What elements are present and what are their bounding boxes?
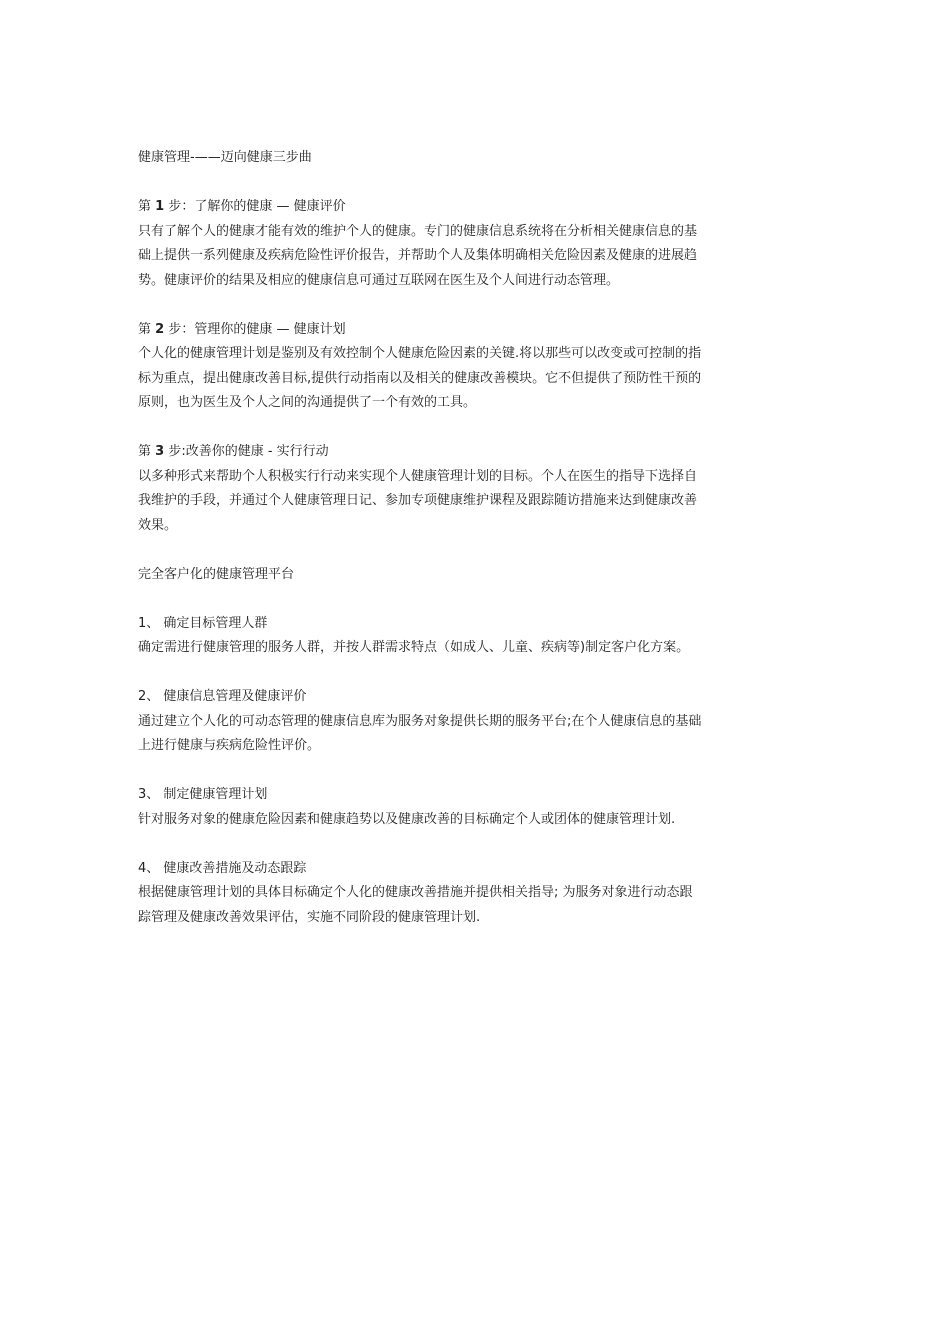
step-title: 步：了解你的健康 — 健康评价 <box>164 199 346 214</box>
item-3-heading: 3、 制定健康管理计划 <box>138 787 268 802</box>
step-2-line-3: 原则，也为医生及个人之间的沟通提供了一个有效的工具。 <box>138 395 477 410</box>
spacer <box>138 661 766 686</box>
item-2-line-2: 上进行健康与疾病危险性评价。 <box>138 738 321 753</box>
step-prefix: 第 <box>138 321 156 337</box>
platform-title: 完全客户化的健康管理平台 <box>138 566 295 582</box>
step-1-line-3: 势。健康评价的结果及相应的健康信息可通过互联网在医生及个人间进行动态管理。 <box>138 272 620 288</box>
step-title: 步：管理你的健康 — 健康计划 <box>164 321 346 337</box>
item-1-heading: 1、 确定目标管理人群 <box>138 615 268 631</box>
item-3-section <box>138 783 766 832</box>
step-1-heading <box>138 195 766 220</box>
item-2-heading: 2、 健康信息管理及健康评价 <box>138 689 307 704</box>
item-2-line-1: 通过建立个人化的可动态管理的健康信息库为服务对象提供长期的服务平台;在个人健康信息的基础 <box>138 713 702 729</box>
step-number: 3 <box>155 444 165 459</box>
step-prefix: 第 <box>138 444 156 459</box>
item-4-line-1: 根据健康管理计划的具体目标确定个人化的健康改善措施并提供相关指导; 为服务对象进行动态跟 <box>138 885 693 900</box>
document-body <box>138 146 766 930</box>
step-number: 2 <box>155 321 165 337</box>
step-3-line-2: 我维护的手段，并通过个人健康管理日记、参加专项健康维护课程及跟踪随访措施来达到健康改善 <box>138 493 698 508</box>
step-1-section <box>138 195 766 293</box>
item-1-line-1: 确定需进行健康管理的服务人群，并按人群需求特点（如成人、儿童、疾病等)制定客户化方案。 <box>138 640 690 655</box>
step-1-line-1: 只有了解个人的健康才能有效的维护个人的健康。专门的健康信息系统将在分析相关健康信息的基 <box>138 223 698 239</box>
item-3-line-1: 针对服务对象的健康危险因素和健康趋势以及健康改善的目标确定个人或团体的健康管理计划. <box>138 811 676 827</box>
spacer <box>138 587 766 612</box>
spacer <box>138 759 766 784</box>
step-3-heading <box>138 440 766 465</box>
item-4-heading: 4、 健康改善措施及动态跟踪 <box>138 860 307 876</box>
item-1-section <box>138 612 766 661</box>
step-prefix: 第 <box>138 199 156 214</box>
step-number: 1 <box>155 199 165 214</box>
item-4-line-2: 踪管理及健康改善效果评估，实施不同阶段的健康管理计划. <box>138 909 481 925</box>
step-2-section <box>138 318 766 416</box>
spacer <box>138 832 766 857</box>
item-2-section <box>138 685 766 759</box>
spacer <box>138 171 766 196</box>
spacer <box>138 538 766 563</box>
item-4-section <box>138 857 766 931</box>
step-2-line-1: 个人化的健康管理计划是鉴别及有效控制个人健康危险因素的关键.将以那些可以改变或可控制的指 <box>138 346 702 361</box>
step-title: 步:改善你的健康 - 实行行动 <box>164 444 329 459</box>
step-3-line-3: 效果。 <box>138 517 178 533</box>
spacer <box>138 293 766 318</box>
document-title: 健康管理-——迈向健康三步曲 <box>138 150 312 165</box>
step-3-line-1: 以多种形式来帮助个人积极实行行动来实现个人健康管理计划的目标。个人在医生的指导下选择自 <box>138 468 698 484</box>
step-2-line-2: 标为重点，提出健康改善目标,提供行动指南以及相关的健康改善模块。它不但提供了预防性干预的 <box>138 370 702 386</box>
step-1-line-2: 础上提供一系列健康及疾病危险性评价报告，并帮助个人及集体明确相关危险因素及健康的进展趋 <box>138 248 698 263</box>
step-2-heading <box>138 318 766 343</box>
spacer <box>138 416 766 441</box>
step-3-section <box>138 440 766 538</box>
